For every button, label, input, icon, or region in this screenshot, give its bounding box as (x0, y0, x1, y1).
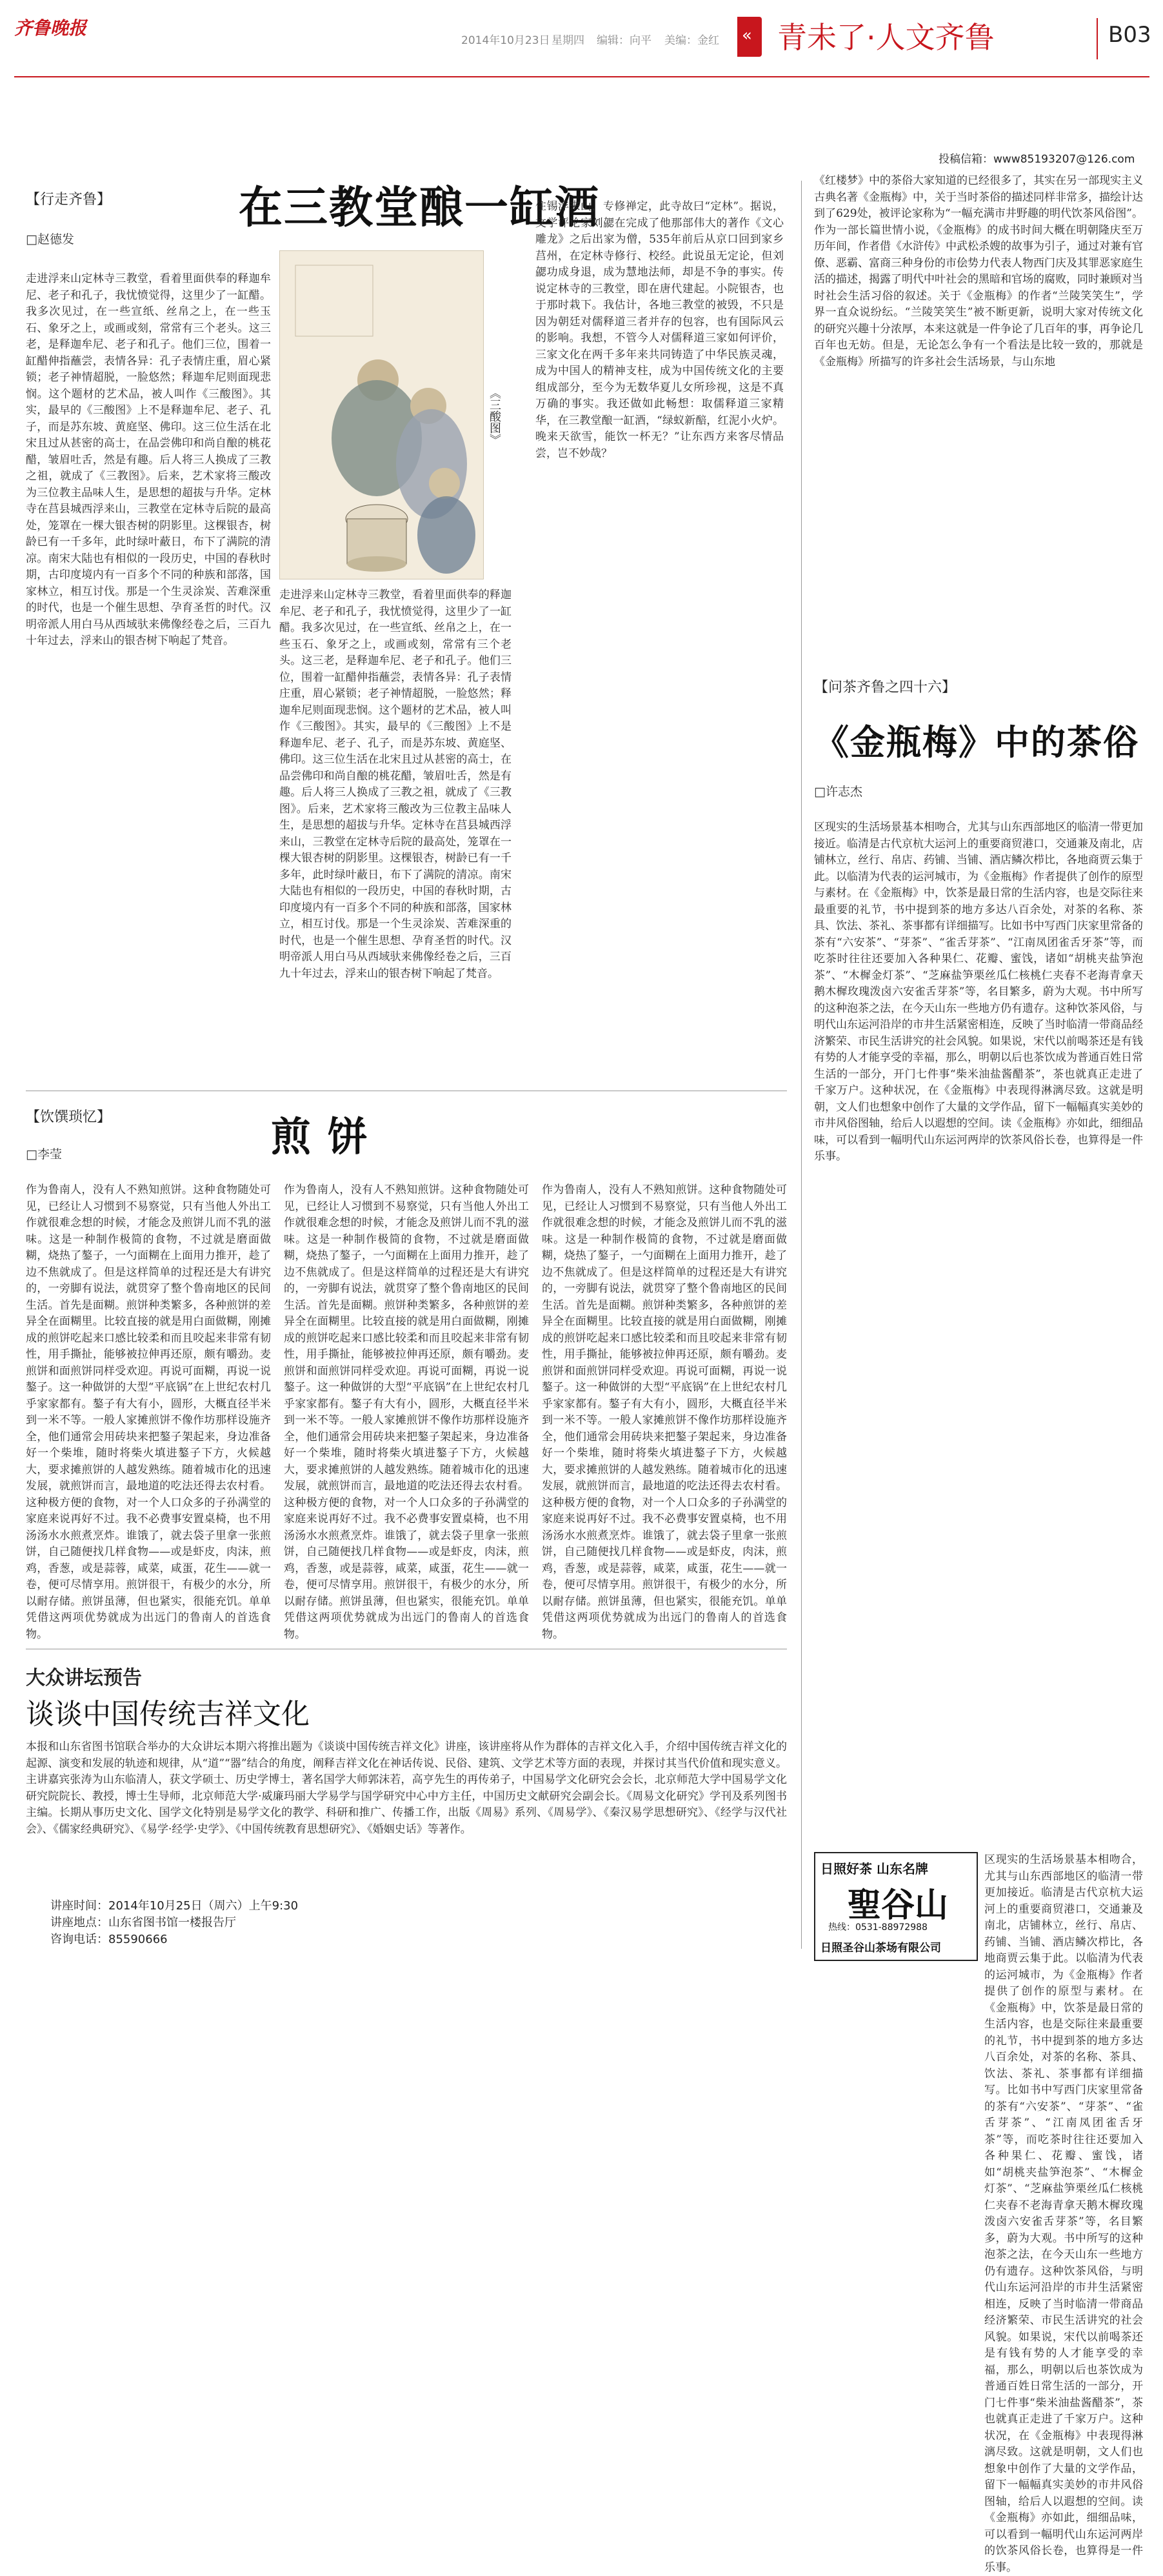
article-body-2: 作为鲁南人，没有人不熟知煎饼。这种食物随处可见，已经让人习惯到不易察觉，只有当他人外出工作就很难念想的时候，才能念及煎饼儿而不乳的滋味。这是一种制作极简的食物，不过就是磨面做糊，烧热了鏊子，一勺面糊在上面用力推开，趁了边不焦就成了。但是这样简单的过程还是大有讲究的，一旁脚有说法，就贯穿了整个鲁南地区的民间生活。首先是面糊。煎饼种类繁多，各种煎饼的差异全在面糊里。比较直接的就是用白面做糊，刚摊成的煎饼吃起来口感比较柔和而且咬起来非常有韧性，用手撕扯，能够被拉伸再还原，颇有嚼劲。麦煎饼和面煎饼同样受欢迎。再说可面糊，再说一说鏊子。这一种做饼的大型“平底锅”在上世纪农村几乎家家都有。鏊子有大有小，圆形，大概直径半米到一米不等。一般人家摊煎饼不像作坊那样设施齐全，他们通常会用砖块来把鏊子架起来，身边准备好一个柴堆，随时将柴火填进鏊子下方，火候越大，要求摊煎饼的人越发熟练。随着城市化的迅速发展，就煎饼而言，最地道的吃法还得去农村看。这种极方便的食物，对一个人口众多的子孙满堂的家庭来说再好不过。我不必费事安置桌椅，也不用汤汤水水煎煮烹炸。谁饿了，就去袋子里拿一张煎饼，自己随便找几样食物——或是虾皮，肉沫，煎鸡，香葱，或是蒜蓉，咸菜，咸蛋，花生——就一卷，便可尽情享用。煎饼很干，有极少的水分，所以耐存储。煎饼虽薄，但也紧实，很能充饥。单单凭借这两项优势就成为出远门的鲁南人的首选食物。 (26, 1183, 271, 1641)
painting-illustration (280, 251, 483, 579)
article-body-continued-text: 走进浮来山定林寺三教堂，看着里面供奉的释迦牟尼、老子和孔子，我忧愤觉得，这里少了一缸醋。我多次见过，在一些宣纸、丝帛之上，在一些玉石、象牙之上，或画或刻，常常有三个老头。这三老，是释迦牟尼、老子和孔子。他们三位，围着一缸醋伸指蘸尝，表情各异：孔子表情庄重，眉心紧锁；老子神情超脱，一脸悠然；释迦牟尼则面现悲悯。这个题材的艺术品，被人叫作《三酸图》。其实，最早的《三酸图》上不是释迦牟尼、老子、孔子，而是苏东坡、黄庭坚、佛印。这三位生活在北宋且过从甚密的高士，在品尝佛印和尚自酿的桃花醋，皱眉吐舌，然是有趣。后人将三人换成了三教之祖，就成了《三教图》。后来，艺术家将三酸改为三位教主品味人生，是思想的超拔与升华。定林寺在莒县城西浮来山，三教堂在定林寺后院的最高处，笼罩在一棵大银杏树的阴影里。这棵银杏，树龄已有一千多年，此时绿叶蔽日，布下了满院的清凉。南宋大陆也有相似的一段历史，中国的春秋时期，古印度境内有一百多个不同的种族和部落，国家林立，相互讨伐。那是一个生灵涂炭、苦难深重的时代，也是一个催生思想、孕育圣哲的时代。汉明帝派人用白马从西域驮来佛像经卷之后，三百九十年过去，浮来山的银杏树下响起了梵音。 (279, 589, 512, 980)
lecture-phone-value: 85590666 (108, 1933, 168, 1946)
ad-company: 日照圣谷山茶场有限公司 (820, 1942, 941, 1955)
header-divider (1097, 18, 1098, 59)
section-title: 青未了·人文齐鲁 (777, 20, 995, 55)
author-byline-3: □许志杰 (814, 785, 862, 799)
editor: 编辑：向平 (597, 34, 651, 47)
column-tag: 【行走齐鲁】 (26, 192, 112, 208)
figure-painting (279, 250, 484, 579)
figure-caption: 《三酸图》 (488, 387, 501, 445)
section-marker (737, 17, 762, 57)
article-body-2-col3 (542, 1182, 787, 1641)
header-rule (14, 76, 1149, 77)
article-body-2-col3-text: 作为鲁南人，没有人不熟知煎饼。这种食物随处可见，已经让人习惯到不易察觉，只有当他人外出工作就很难念想的时候，才能念及煎饼儿而不乳的滋味。这是一种制作极简的食物，不过就是磨面做糊，烧热了鏊子，一勺面糊在上面用力推开，趁了边不焦就成了。但是这样简单的过程还是大有讲究的，一旁脚有说法，就贯穿了整个鲁南地区的民间生活。首先是面糊。煎饼种类繁多，各种煎饼的差异全在面糊里。比较直接的就是用白面做糊，刚摊成的煎饼吃起来口感比较柔和而且咬起来非常有韧性，用手撕扯，能够被拉伸再还原，颇有嚼劲。麦煎饼和面煎饼同样受欢迎。再说可面糊，再说一说鏊子。这一种做饼的大型“平底锅”在上世纪农村几乎家家都有。鏊子有大有小，圆形，大概直径半米到一米不等。一般人家摊煎饼不像作坊那样设施齐全，他们通常会用砖块来把鏊子架起来，身边准备好一个柴堆，随时将柴火填进鏊子下方，火候越大，要求摊煎饼的人越发熟练。随着城市化的迅速发展，就煎饼而言，最地道的吃法还得去农村看。这种极方便的食物，对一个人口众多的子孙满堂的家庭来说再好不过。我不必费事安置桌椅，也不用汤汤水水煎煮烹炸。谁饿了，就去袋子里拿一张煎饼，自己随便找几样食物——或是虾皮，肉沫，煎鸡，香葱，或是蒜蓉，咸菜，咸蛋，花生——就一卷，便可尽情享用。煎饼很干，有极少的水分，所以耐存储。煎饼虽薄，但也紧实，很能充饥。单单凭借这两项优势就成为出远门的鲁南人的首选食物。 (542, 1183, 787, 1641)
lecture-title: 谈谈中国传统吉祥文化 (26, 1698, 310, 1731)
chevron-left-icon: « (742, 26, 752, 45)
article-title: 在三教堂酿一缸酒 (239, 183, 601, 234)
article-body-2-col2-text: 作为鲁南人，没有人不熟知煎饼。这种食物随处可见，已经让人习惯到不易察觉，只有当他人外出工作就很难念想的时候，才能念及煎饼儿而不乳的滋味。这是一种制作极简的食物，不过就是磨面做糊，烧热了鏊子，一勺面糊在上面用力推开，趁了边不焦就成了。但是这样简单的过程还是大有讲究的，一旁脚有说法，就贯穿了整个鲁南地区的民间生活。首先是面糊。煎饼种类繁多，各种煎饼的差异全在面糊里。比较直接的就是用白面做糊，刚摊成的煎饼吃起来口感比较柔和而且咬起来非常有韧性，用手撕扯，能够被拉伸再还原，颇有嚼劲。麦煎饼和面煎饼同样受欢迎。再说可面糊，再说一说鏊子。这一种做饼的大型“平底锅”在上世纪农村几乎家家都有。鏊子有大有小，圆形，大概直径半米到一米不等。一般人家摊煎饼不像作坊那样设施齐全，他们通常会用砖块来把鏊子架起来，身边准备好一个柴堆，随时将柴火填进鏊子下方，火候越大，要求摊煎饼的人越发熟练。随着城市化的迅速发展，就煎饼而言，最地道的吃法还得去农村看。这种极方便的食物，对一个人口众多的子孙满堂的家庭来说再好不过。我不必费事安置桌椅，也不用汤汤水水煎煮烹炸。谁饿了，就去袋子里拿一张煎饼，自己随便找几样食物——或是虾皮，肉沫，煎鸡，香葱，或是蒜蓉，咸菜，咸蛋，花生——就一卷，便可尽情享用。煎饼很干，有极少的水分，所以耐存储。煎饼虽薄，但也紧实，很能充饥。单单凭借这两项优势就成为出远门的鲁南人的首选食物。 (284, 1183, 529, 1641)
designer: 美编：金红 (664, 34, 719, 47)
column-tag-2: 【饮馔琐忆】 (26, 1109, 112, 1125)
tea-advertisement (814, 1852, 978, 1961)
ad-hotline: 热线：0531-88972988 (828, 1922, 928, 1933)
article-body: 走进浮来山定林寺三教堂，看着里面供奉的释迦牟尼、老子和孔子，我忧愤觉得，这里少了一缸醋。我多次见过，在一些宣纸、丝帛之上，在一些玉石、象牙之上，或画或刻，常常有三个老头。这三老，是释迦牟尼、老子和孔子。他们三位，围着一缸醋伸指蘸尝，表情各异：孔子表情庄重，眉心紧锁；老子神情超脱，一脸悠然；释迦牟尼则面现悲悯。这个题材的艺术品，被人叫作《三酸图》。其实，最早的《三酸图》上不是释迦牟尼、老子、孔子，而是苏东坡、黄庭坚、佛印。这三位生活在北宋且过从甚密的高士，在品尝佛印和尚自酿的桃花醋，皱眉吐舌，然是有趣。后人将三人换成了三教之祖，就成了《三教图》。后来，艺术家将三酸改为三位教主品味人生，是思想的超拔与升华。定林寺在莒县城西浮来山，三教堂在定林寺后院的最高处，笼罩在一棵大银杏树的阴影里。这棵银杏，树龄已有一千多年，此时绿叶蔽日，布下了满院的清凉。南宋大陆也有相似的一段历史，中国的春秋时期，古印度境内有一百多个不同的种族和部落，国家林立，相互讨伐。那是一个生灵涂炭、苦难深重的时代，也是一个催生思想、孕育圣哲的时代。汉明帝派人用白马从西域驮来佛像经卷之后，三百九十年过去，浮来山的银杏树下响起了梵音。 (26, 272, 271, 647)
lecture-place (50, 1915, 236, 1931)
lecture-phone-label: 咨询电话： (50, 1933, 108, 1946)
submission-email: 投稿信箱：www85193207@126.com (939, 153, 1135, 166)
article-body-3-end-text: 区现实的生活场景基本相吻合，尤其与山东西部地区的临清一带更加接近。临清是古代京杭大运河上的重要商贸港口，交通兼及南北，店铺林立，丝行、帛店、药铺、当铺、酒店鳞次栉比，各地商贾云集于此。以临清为代表的运河城市，为《金瓶梅》作者提供了创作的原型与素材。在《金瓶梅》中，饮茶是最日常的生活内容，也是交际往来最重要的礼节，书中提到茶的地方多达八百余处，对茶的名称、茶具、饮法、茶礼、茶事都有详细描写。比如书中写西门庆家里常备的茶有“六安茶”、“芽茶”、“雀舌芽茶”、“江南凤团雀舌牙茶”等，而吃茶时往往还要加入各种果仁、花瓣、蜜饯，诸如“胡桃夹盐笋泡茶”、“木樨金灯茶”、“芝麻盐笋栗丝瓜仁核桃仁夹春不老海青拿天鹅木樨玫瑰泼卤六安雀舌芽茶”等，名目繁多，蔚为大观。书中所写的这种泡茶之法，在今天山东一些地方仍有遗存。这种饮茶风俗，与明代山东运河沿岸的市井生活紧密相连，反映了当时临清一带商品经济繁荣、市民生活讲究的社会风貌。如果说，宋代以前喝茶还是有钱有势的人才能享受的幸福，那么，明朝以后也茶饮成为普通百姓日常生活的一部分，开门七件事“柴米油盐酱醋茶”，茶也就真正走进了千家万户。这种状况，在《金瓶梅》中表现得淋漓尽致。这就是明朝，文人们也想象中创作了大量的文学作品，留下一幅幅真实美妙的市井风俗图轴，给后人以遐想的空间。读《金瓶梅》亦如此，细细品味，可以看到一幅明代山东运河两岸的饮茶风俗长卷，也算得是一件乐事。 (984, 1853, 1143, 2574)
article-body-3: 区现实的生活场景基本相吻合，尤其与山东西部地区的临清一带更加接近。临清是古代京杭大运河上的重要商贸港口，交通兼及南北，店铺林立，丝行、帛店、药铺、当铺、酒店鳞次栉比，各地商贾云集于此。以临清为代表的运河城市，为《金瓶梅》作者提供了创作的原型与素材。在《金瓶梅》中，饮茶是最日常的生活内容，也是交际往来最重要的礼节，书中提到茶的地方多达八百余处，对茶的名称、茶具、饮法、茶礼、茶事都有详细描写。比如书中写西门庆家里常备的茶有“六安茶”、“芽茶”、“雀舌芽茶”、“江南凤团雀舌牙茶”等，而吃茶时往往还要加入各种果仁、花瓣、蜜饯，诸如“胡桃夹盐笋泡茶”、“木樨金灯茶”、“芝麻盐笋栗丝瓜仁核桃仁夹春不老海青拿天鹅木樨玫瑰泼卤六安雀舌芽茶”等，名目繁多，蔚为大观。书中所写的这种泡茶之法，在今天山东一些地方仍有遗存。这种饮茶风俗，与明代山东运河沿岸的市井生活紧密相连，反映了当时临清一带商品经济繁荣、市民生活讲究的社会风貌。如果说，宋代以前喝茶还是有钱有势的人才能享受的幸福，那么，明朝以后也茶饮成为普通百姓日常生活的一部分，开门七件事“柴米油盐酱醋茶”，茶也就真正走进了千家万户。这种状况，在《金瓶梅》中表现得淋漓尽致。这就是明朝，文人们也想象中创作了大量的文学作品，留下一幅幅真实美妙的市井风俗图轴，给后人以遐想的空间。读《金瓶梅》亦如此，细细品味，可以看到一幅明代山东运河两岸的饮茶风俗长卷，也算得是一件乐事。 (814, 821, 1143, 1163)
lecture-tag: 大众讲坛预告 (26, 1667, 142, 1689)
lecture-phone (50, 1932, 168, 1947)
article-body-2-col2 (284, 1182, 529, 1641)
ad-brand: 聖谷山 (848, 1886, 949, 1925)
author-byline: □赵德发 (26, 232, 74, 247)
article-body-continued (279, 587, 512, 1071)
page-number: B03 (1108, 22, 1151, 48)
lecture-place-value: 山东省图书馆一楼报告厅 (108, 1916, 236, 1929)
lecture-time-label: 讲座时间： (50, 1899, 108, 1913)
article-title-3: 《金瓶梅》中的茶俗 (814, 722, 1139, 763)
newspaper-logo: 齐鲁晚报 (14, 17, 87, 39)
issue-weekday: 星期四 (552, 34, 584, 47)
lecture-place-label: 讲座地点： (50, 1916, 108, 1929)
lecture-body: 本报和山东省图书馆联合举办的大众讲坛本期六将推出题为《谈谈中国传统吉祥文化》讲座，该讲座将从作为群体的吉祥文化入手，介绍中国传统吉祥文化的起源、演变和发展的轨迹和规律，从“道”“器”结合的角度，阐释吉祥文化在神话传说、民俗、建筑、文学艺术等方面的表现，并探讨其当代价值和现实意义。主讲嘉宾张涛为山东临清人，获文学硕士、历史学博士，著名国学大师郭沫若，高亨先生的再传弟子，中国易学文化研究会会长，北京师范大学中国易学文化研究院院长、教授，博士生导师，北京师范大学·威廉玛丽大学易学与国学研究中心中方主任，中国历史文献研究会副会长。《周易文化研究》学刊及系列图书主编。长期从事历史文化、国学文化特别是易学文化的教学、科研和推广、传播工作，出版《周易》系列、《周易学》、《秦汉易学思想研究》、《经学与汉代社会》、《儒家经典研究》、《易学·经学·史学》、《中国传统教育思想研究》、《婚姻史话》等著作。 (26, 1740, 787, 1836)
column-tag-3: 【问茶齐鲁之四十六】 (814, 679, 957, 696)
lecture-time-value: 2014年10月25日（周六）上午9:30 (108, 1899, 299, 1913)
lecture-time (50, 1898, 298, 1914)
article-intro-3: 《红楼梦》中的茶俗大家知道的已经很多了，其实在另一部现实主义古典名著《金瓶梅》中，关于当时茶俗的描述同样非常多，描绘计达到了629处，被评论家称为“一幅充满市井野趣的明代饮茶风俗图”。作为一部长篇世情小说，《金瓶梅》的成书时间大概在明朝隆庆至万历年间，作者借《水浒传》中武松杀嫂的故事为引子，通过对兼有官僚、恶霸、富商三种身份的市侩势力代表人物西门庆及其罪恶家庭生活的描述，揭露了明代中叶社会的黑暗和官场的腐败，同时兼顾对当时社会生活习俗的叙述。关于《金瓶梅》的作者“兰陵笑笑生”，学界一直众说纷纭。“兰陵笑笑生”被不断更新，说明大家对传统文化的研究兴趣十分浓厚，本来这就是一件争论了几百年的事，再争论几百年也无妨。但是，无论怎么争有一个看法是比较一致的，那就是《金瓶梅》所描写的许多社会生活场景，与山东地 (814, 174, 1143, 368)
issue-date: 2014年10月23日 (461, 34, 550, 47)
article-title-2: 煎 饼 (271, 1113, 369, 1160)
author-byline-2: □李莹 (26, 1147, 62, 1162)
article-body-right: 住锡浮来山，专修禅定，此寺故曰“定林”。据说，文学评论家刘勰在完成了他那部伟大的著作《文心雕龙》之后出家为僧，535年前后从京口回到家乡莒州，在定林寺修行、校经。此说虽无定论，但刘勰功成身退，成为慧地法师，却是不争的事实。传说定林寺的三教堂，即在唐代建起。小院银杏，也于那时栽下。我估计，各地三教堂的被毁，不只是因为朝廷对儒释道三者并存的包容，也有国际风云的影响。我想，不管今人对儒释道三家如何评价，三家文化在两千多年来共同铸造了中华民族灵魂，成为中国人的精神支柱，成为中国传统文化的主要组成部分，至今为无数华夏儿女所珍视，这是不真万确的事实。我还做如此畅想：取儒释道三家精华，在三教堂酿一缸酒，“绿蚁新醅，红泥小火炉。晚来天欲雪，能饮一杯无？”让东西方来客尽情品尝，岂不妙哉？ (535, 200, 784, 460)
article-body-3-end (984, 1852, 1143, 2574)
ad-slogan: 日照好茶 山东名牌 (820, 1861, 928, 1877)
column-divider (801, 181, 802, 1949)
header-bar (0, 0, 1163, 76)
